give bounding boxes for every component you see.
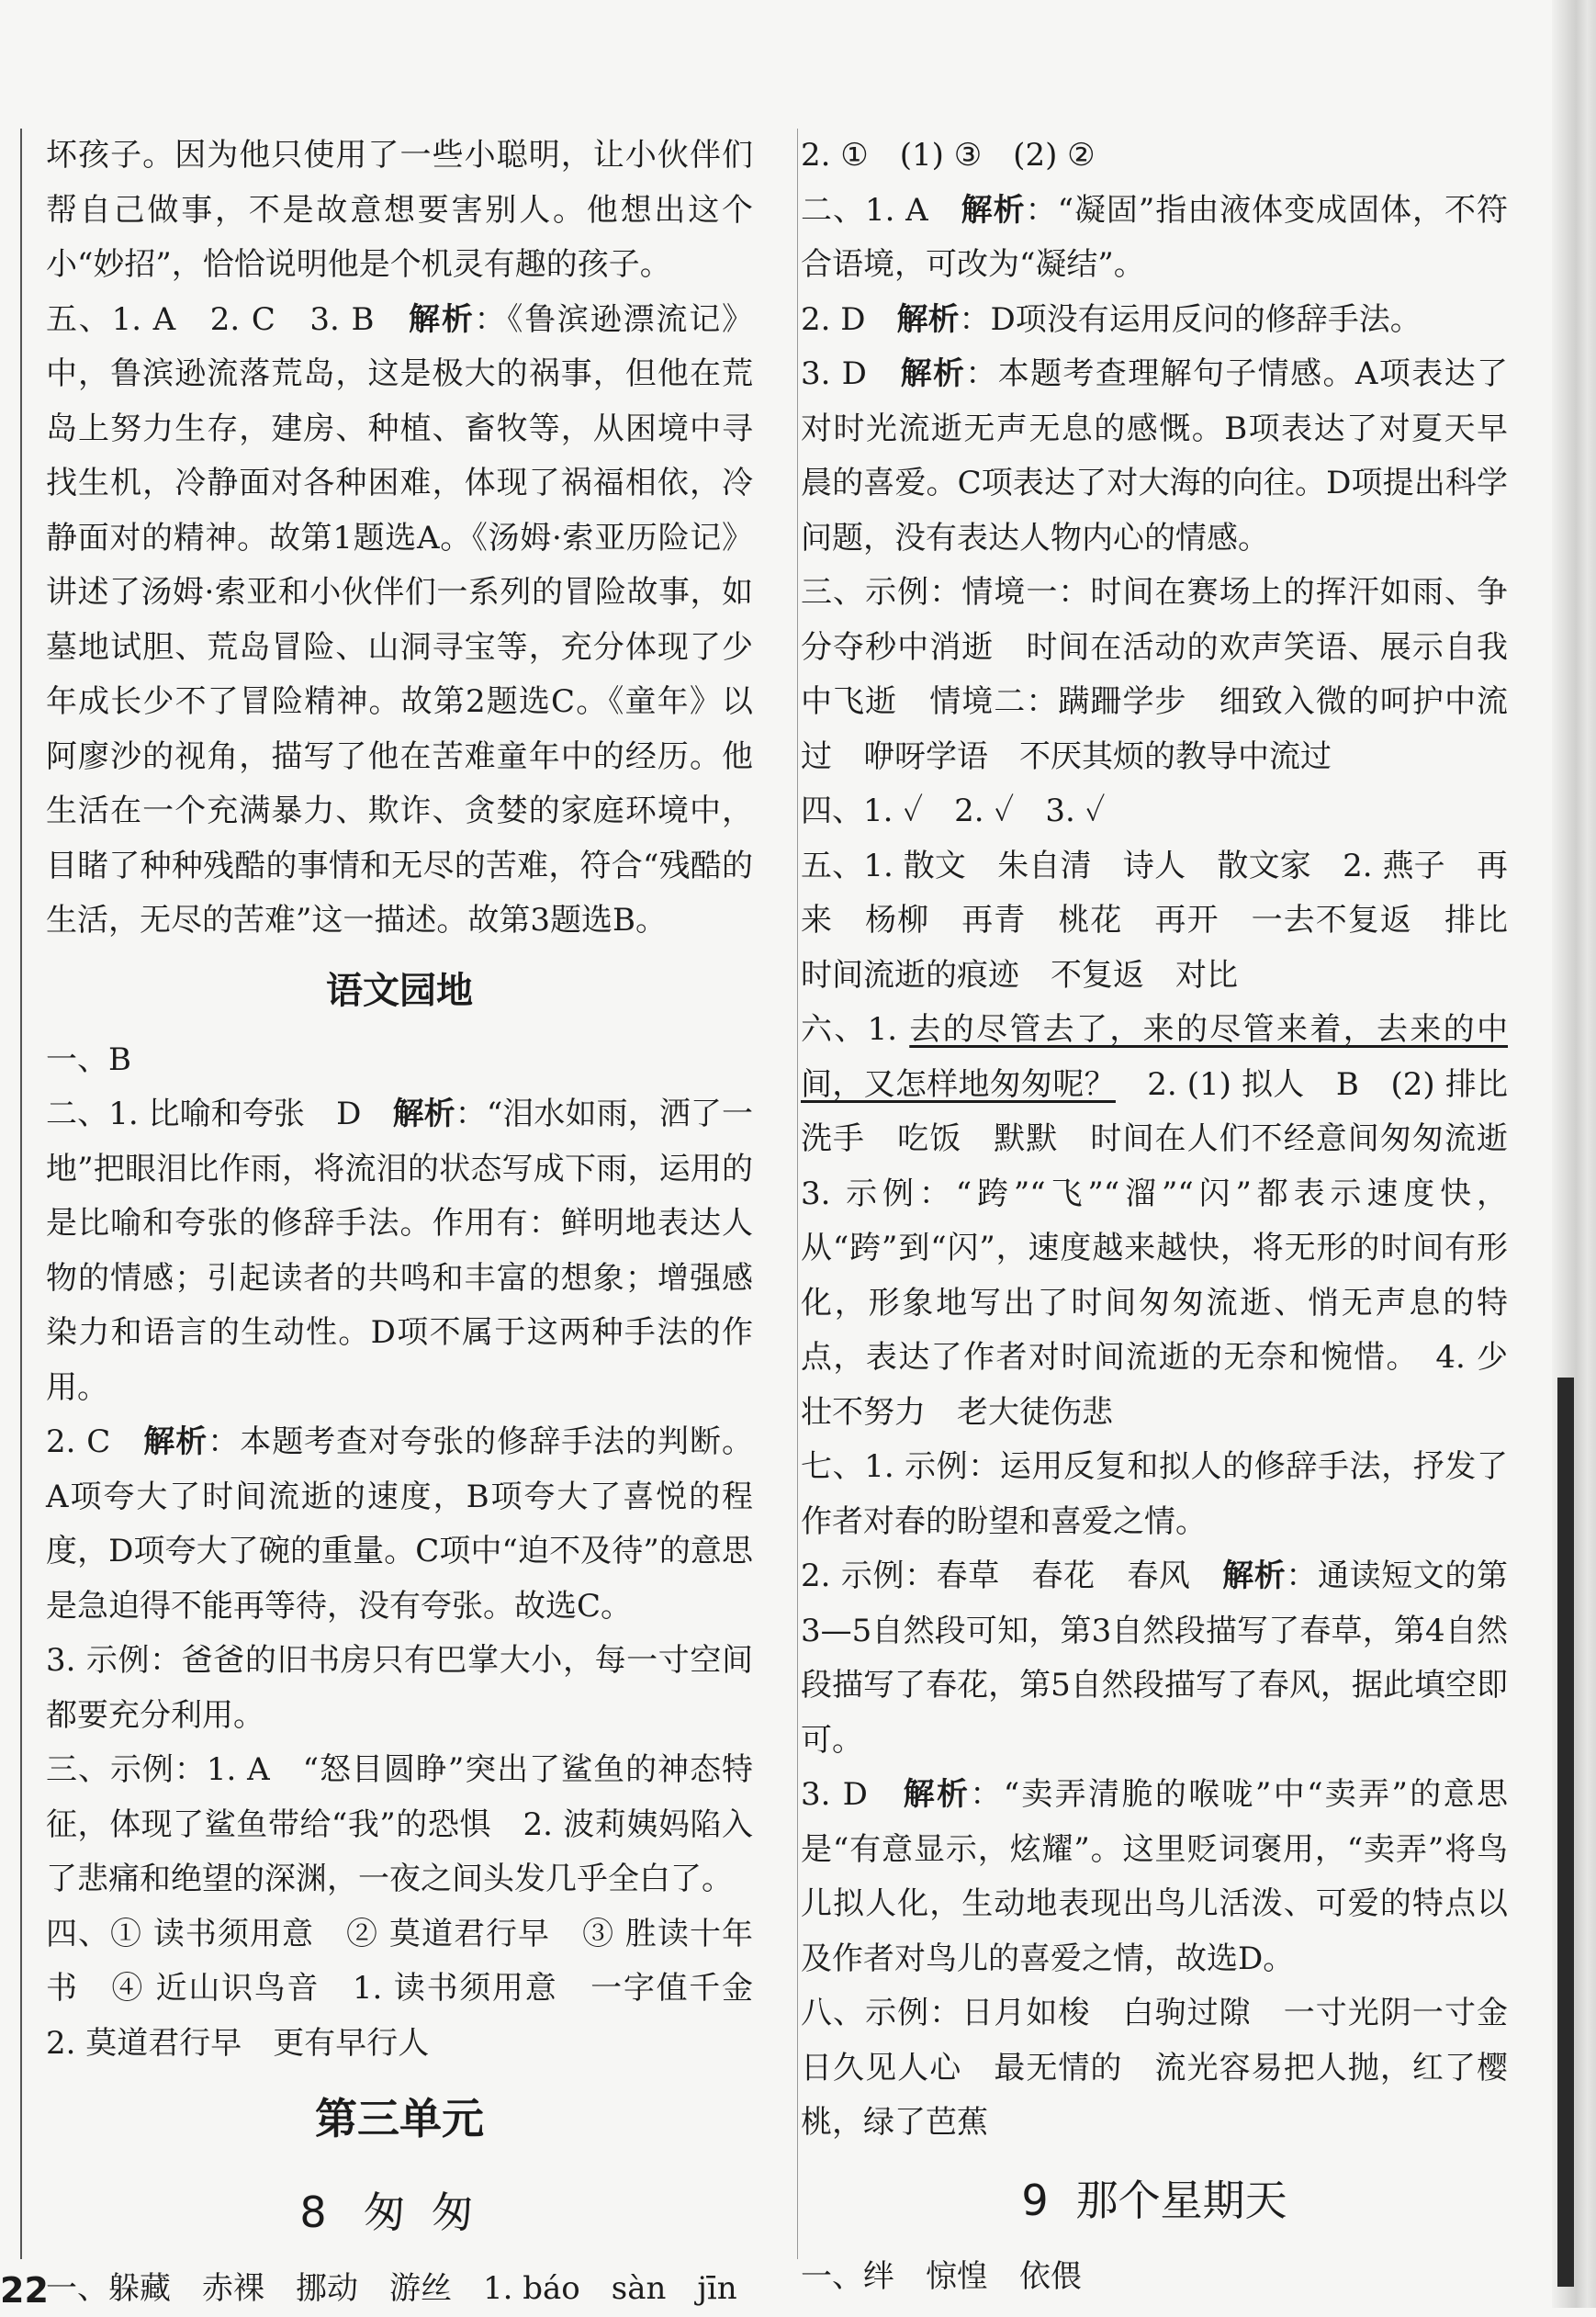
- analysis-text: ：本题考查对夸张的修辞手法的判断。A项夸大了时间流逝的速度，B项夸大了喜悦的程度，D项夸大了碗的重量。C项中“迫不及待”的意思是急迫得不能再等待，没有夸张。故选C。: [46, 1423, 754, 1625]
- answer-block: [801, 347, 1508, 566]
- answer-text: 二、1. 比喻和夸张 D: [46, 1096, 393, 1132]
- lesson-heading: [801, 2154, 1508, 2246]
- analysis-label: 解析: [143, 1423, 208, 1460]
- answer-text: 四、1. ✓ 2. ✓ 3. ✓: [801, 793, 1106, 829]
- analysis-label: 解析: [409, 300, 475, 338]
- answer-block: [46, 1087, 753, 1415]
- answer-text: 七、1. 示例：运用反复和拟人的修辞手法，抒发了作者对春的盼望和喜爱之情。: [801, 1448, 1508, 1540]
- answer-text: 一、绊 惊惶 依偎: [801, 2257, 1082, 2295]
- answer-block: [46, 1634, 753, 1743]
- answer-block: [801, 1003, 1540, 1440]
- underlined-sentence: 去的尽管去了，来的尽管来着，去来的中间，又怎样地匆匆呢？: [801, 1011, 1509, 1103]
- analysis-label: 解析: [392, 1096, 455, 1132]
- answer-block: [46, 2262, 753, 2317]
- answer-block: [801, 839, 1539, 1004]
- column-divider: [797, 129, 798, 2259]
- answer-block: [801, 1986, 1539, 2151]
- answer-text: 五、1. 散文 朱自清 诗人 散文家 2. 燕子 再来 杨柳 再青 桃花 再开 一去不复返 排比 时间流逝的痕迹 不复返 对比: [801, 847, 1539, 994]
- answer-block: [801, 1768, 1508, 1986]
- answer-block: [46, 293, 753, 949]
- answer-block: [801, 293, 1508, 348]
- answer-block: [46, 129, 753, 293]
- answer-text: 2. 示例：春草 春花 春风: [801, 1558, 1223, 1594]
- analysis-text: ：《鲁滨逊漂流记》中，鲁滨逊流落荒岛，这是极大的祸事，但他在荒岛上努力生存，建房、种植、畜牧等，从困境中寻找生机，冷静面对各种困难，体现了祸福相依，冷静面对的精神。故第1题选A。《汤姆·索亚历险记》讲述了汤姆·索亚和小伙伴们一系列的冒险故事，如墓地试胆、荒岛冒险、山洞寻宝等，充分体现了少年成长少不了冒险精神。故第2题选C。《童年》以阿廖沙的视角，描写了他在苦难童年中的经历。他生活在一个充满暴力、欺诈、贪婪的家庭环境中，目睹了种种残酷的事情和无尽的苦难，符合“残酷的生活，无尽的苦难”这一描述。故第3题选B。: [46, 300, 754, 939]
- section-heading: 语文园地: [326, 969, 473, 1012]
- analysis-label: 解析: [900, 355, 966, 392]
- unit-heading: 第三单元: [315, 2094, 484, 2143]
- lesson-number: 8: [299, 2188, 327, 2237]
- lesson-number: 9: [1021, 2175, 1049, 2225]
- page-number: 22: [0, 2270, 49, 2311]
- answer-text: 一、躲藏 赤裸 挪动 游丝 1. báo sàn jīn: [46, 2270, 737, 2307]
- answer-text: 三、示例：1. A “怒目圆睁”突出了鲨鱼的神态特征，体现了鲨鱼带给“我”的恐惧 2. 波莉姨妈陷入了悲痛和绝望的深渊，一夜之间头发几乎全白了。: [46, 1751, 753, 1897]
- answer-text: 五、1. A 2. C 3. B: [46, 300, 410, 338]
- answer-block: [801, 129, 1508, 184]
- analysis-text: ：D项没有运用反问的修辞手法。: [959, 300, 1422, 338]
- answer-text: 三、示例：情境一：时间在赛场上的挥汗如雨、争分夺秒中消逝 时间在活动的欢声笑语、展示自我中飞逝 情境二：蹒跚学步 细致入微的呵护中流过 咿呀学语 不厌其烦的教导中流过: [801, 574, 1508, 775]
- answer-text: 六、1.: [801, 1011, 910, 1048]
- answer-block: [801, 2250, 1508, 2305]
- answer-text: 2. (1) 拟人 B (2) 排比 洗手 吃饭 默默 时间在人们不经意间匆匆流逝 3. 示例：“跨”“飞”“溜”“闪”都表示速度快，从“跨”到“闪”，速度越来越快，将无形的时间有形化，形象地写出了时间匆匆流逝、悄无声息的特点，表达了作者对时间流逝的无奈和惋惜。 4. 少壮不努力 老大徒伤悲: [801, 1065, 1540, 1431]
- answer-text: 3. D: [801, 1776, 904, 1813]
- lesson-heading: [46, 2166, 753, 2258]
- answer-block: [46, 1907, 784, 2072]
- answer-text: 八、示例：日月如梭 白驹过隙 一寸光阴一寸金 日久见人心 最无情的 流光容易把人抛，红了樱桃，绿了芭蕉: [801, 1995, 1539, 2141]
- analysis-label: 解析: [903, 1776, 971, 1813]
- lesson-title: 匆匆: [363, 2188, 500, 2237]
- answer-block: [801, 784, 1508, 839]
- answer-text: 二、1. A: [801, 191, 961, 229]
- answer-text: 坏孩子。因为他只使用了一些小聪明，让小伙伴们帮自己做事，不是故意想要害别人。他想出这个小“妙招”，恰恰说明他是个机灵有趣的孩子。: [46, 137, 753, 283]
- analysis-label: 解析: [896, 300, 960, 338]
- analysis-text: ：“凝固”指由液体变成固体，不符合语境，可改为“凝结”。: [801, 191, 1508, 283]
- left-column: [46, 129, 784, 2317]
- analysis-text: ：本题考查理解句子情感。A项表达了对时光流逝无声无息的感慨。B项表达了对夏天早晨的喜爱。C项表达了对大海的向往。D项提出科学问题，没有表达人物内心的情感。: [801, 355, 1508, 557]
- answer-text: 四、① 读书须用意 ② 莫道君行早 ③ 胜读十年书 ④ 近山识鸟音 1. 读书须用意 一字值千金 2. 莫道君行早 更有早行人: [46, 1915, 784, 2062]
- answer-block: [801, 1440, 1508, 1549]
- analysis-text: ：通读短文的第3—5自然段可知，第3自然段描写了春草，第4自然段描写了春花，第5自然段描写了春风，据此填空即可。: [801, 1558, 1509, 1759]
- answer-block: [801, 566, 1508, 784]
- analysis-label: 解析: [961, 191, 1026, 229]
- analysis-text: ：“泪水如雨，洒了一地”把眼泪比作雨，将流泪的状态写成下雨，运用的是比喻和夸张的修辞手法。作用有：鲜明地表达人物的情感；引起读者的共鸣和丰富的想象；增强感染力和语言的生动性。D项不属于这两种手法的作用。: [46, 1096, 754, 1406]
- lesson-title: 那个星期天: [1075, 2175, 1287, 2225]
- binding-shadow: [1557, 1378, 1574, 2287]
- answer-text: 2. D: [801, 300, 897, 338]
- analysis-text: ：“卖弄清脆的喉咙”中“卖弄”的意思是“有意显示，炫耀”。这里贬词褒用，“卖弄”将鸟儿拟人化，生动地表现出鸟儿活泼、可爱的特点以及作者对鸟儿的喜爱之情，故选D。: [801, 1776, 1509, 1977]
- answer-block: [801, 1549, 1508, 1768]
- answer-block: [46, 1415, 753, 1634]
- analysis-label: 解析: [1222, 1558, 1287, 1594]
- answer-block: [46, 1743, 753, 1907]
- right-column: [801, 129, 1540, 2304]
- answer-block: [46, 1033, 753, 1088]
- answer-text: 2. C: [46, 1423, 144, 1460]
- answer-block: [801, 184, 1508, 293]
- answer-text: 一、B: [46, 1040, 131, 1078]
- answer-text: 2. ① (1) ③ (2) ②: [801, 137, 1096, 174]
- answer-text: 3. 示例：爸爸的旧书房只有巴掌大小，每一寸空间都要充分利用。: [46, 1642, 753, 1734]
- answer-text: 3. D: [801, 355, 901, 392]
- left-margin-rule: [20, 129, 22, 2259]
